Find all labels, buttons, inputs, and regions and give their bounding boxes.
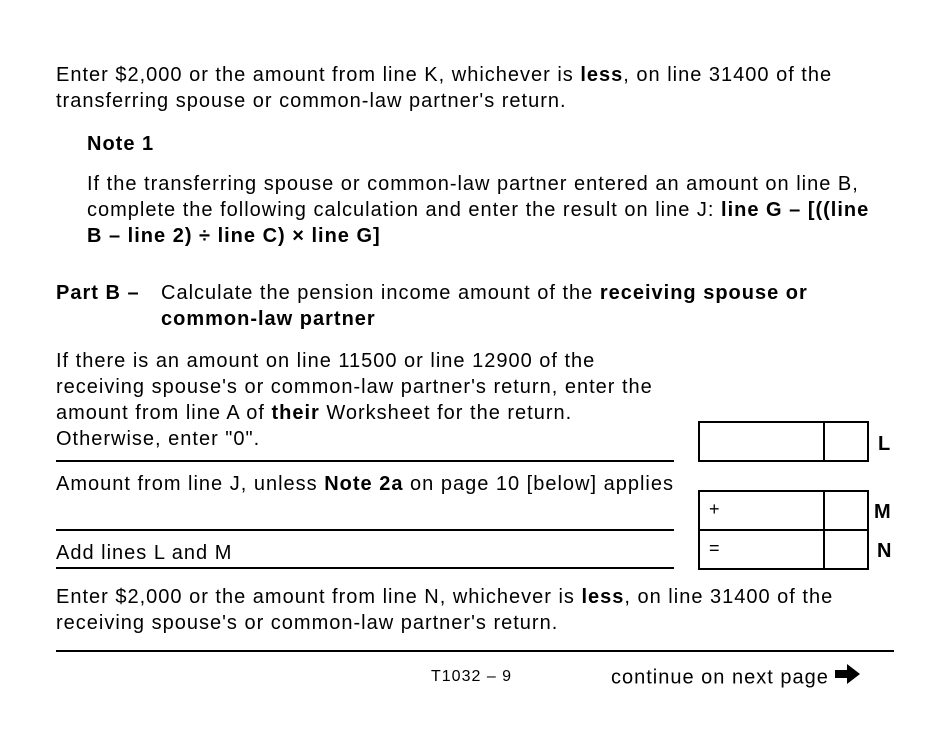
line-n-description: Add lines L and M xyxy=(56,542,233,564)
final-instruction: Enter $2,000 or the amount from line N, whichever is less, on line 31400 of the receiving spouse's or common-law partner's return. xyxy=(56,586,834,634)
line-n-letter: N xyxy=(877,540,893,562)
note-1-formula: line G – [((line B – line 2) ÷ line C) × line G] xyxy=(87,199,870,247)
line-m-letter: M xyxy=(874,501,892,523)
line-n-amount-field[interactable] xyxy=(698,529,869,570)
line-l-letter: L xyxy=(878,433,892,455)
line-l-amount-field[interactable] xyxy=(698,421,869,462)
page-number: T1032 – 9 xyxy=(431,668,513,685)
line-m-description: Amount from line J, unless Note 2a on page 10 [below] applies xyxy=(56,473,674,495)
line-l-description: If there is an amount on line 11500 or line 12900 of the receiving spouse's or common-law partner's return, enter the amount from line A of their Worksheet for the return. Otherwise, enter "0". xyxy=(56,350,653,450)
line-n-rule xyxy=(56,567,674,569)
continue-label: continue on next page xyxy=(611,666,829,689)
right-arrow-icon xyxy=(835,663,861,693)
part-b-title: Calculate the pension income amount of the receiving spouse or common-law partner xyxy=(161,282,808,330)
line-l-rule xyxy=(56,460,674,462)
line-m-rule xyxy=(56,529,674,531)
part-b-label: Part B – xyxy=(56,282,140,304)
footer-rule xyxy=(56,650,894,652)
continue-next-page xyxy=(611,663,861,693)
line-m-operator: + xyxy=(709,499,721,519)
note-1-heading: Note 1 xyxy=(87,133,155,155)
line-m-amount-field[interactable] xyxy=(698,490,869,531)
note-1-text: If the transferring spouse or common-law partner entered an amount on line B, complete the following calculation and enter the result on line J: line G – [((line B – line 2) ÷ line C) × line G] xyxy=(87,173,870,247)
intro-paragraph: Enter $2,000 or the amount from line K, whichever is less, on line 31400 of the transferring spouse or common-law partner's return. xyxy=(56,64,833,112)
line-n-cents-divider xyxy=(823,531,825,568)
line-m-cents-divider xyxy=(823,492,825,529)
line-n-operator: = xyxy=(709,538,721,558)
line-l-cents-divider xyxy=(823,423,825,460)
